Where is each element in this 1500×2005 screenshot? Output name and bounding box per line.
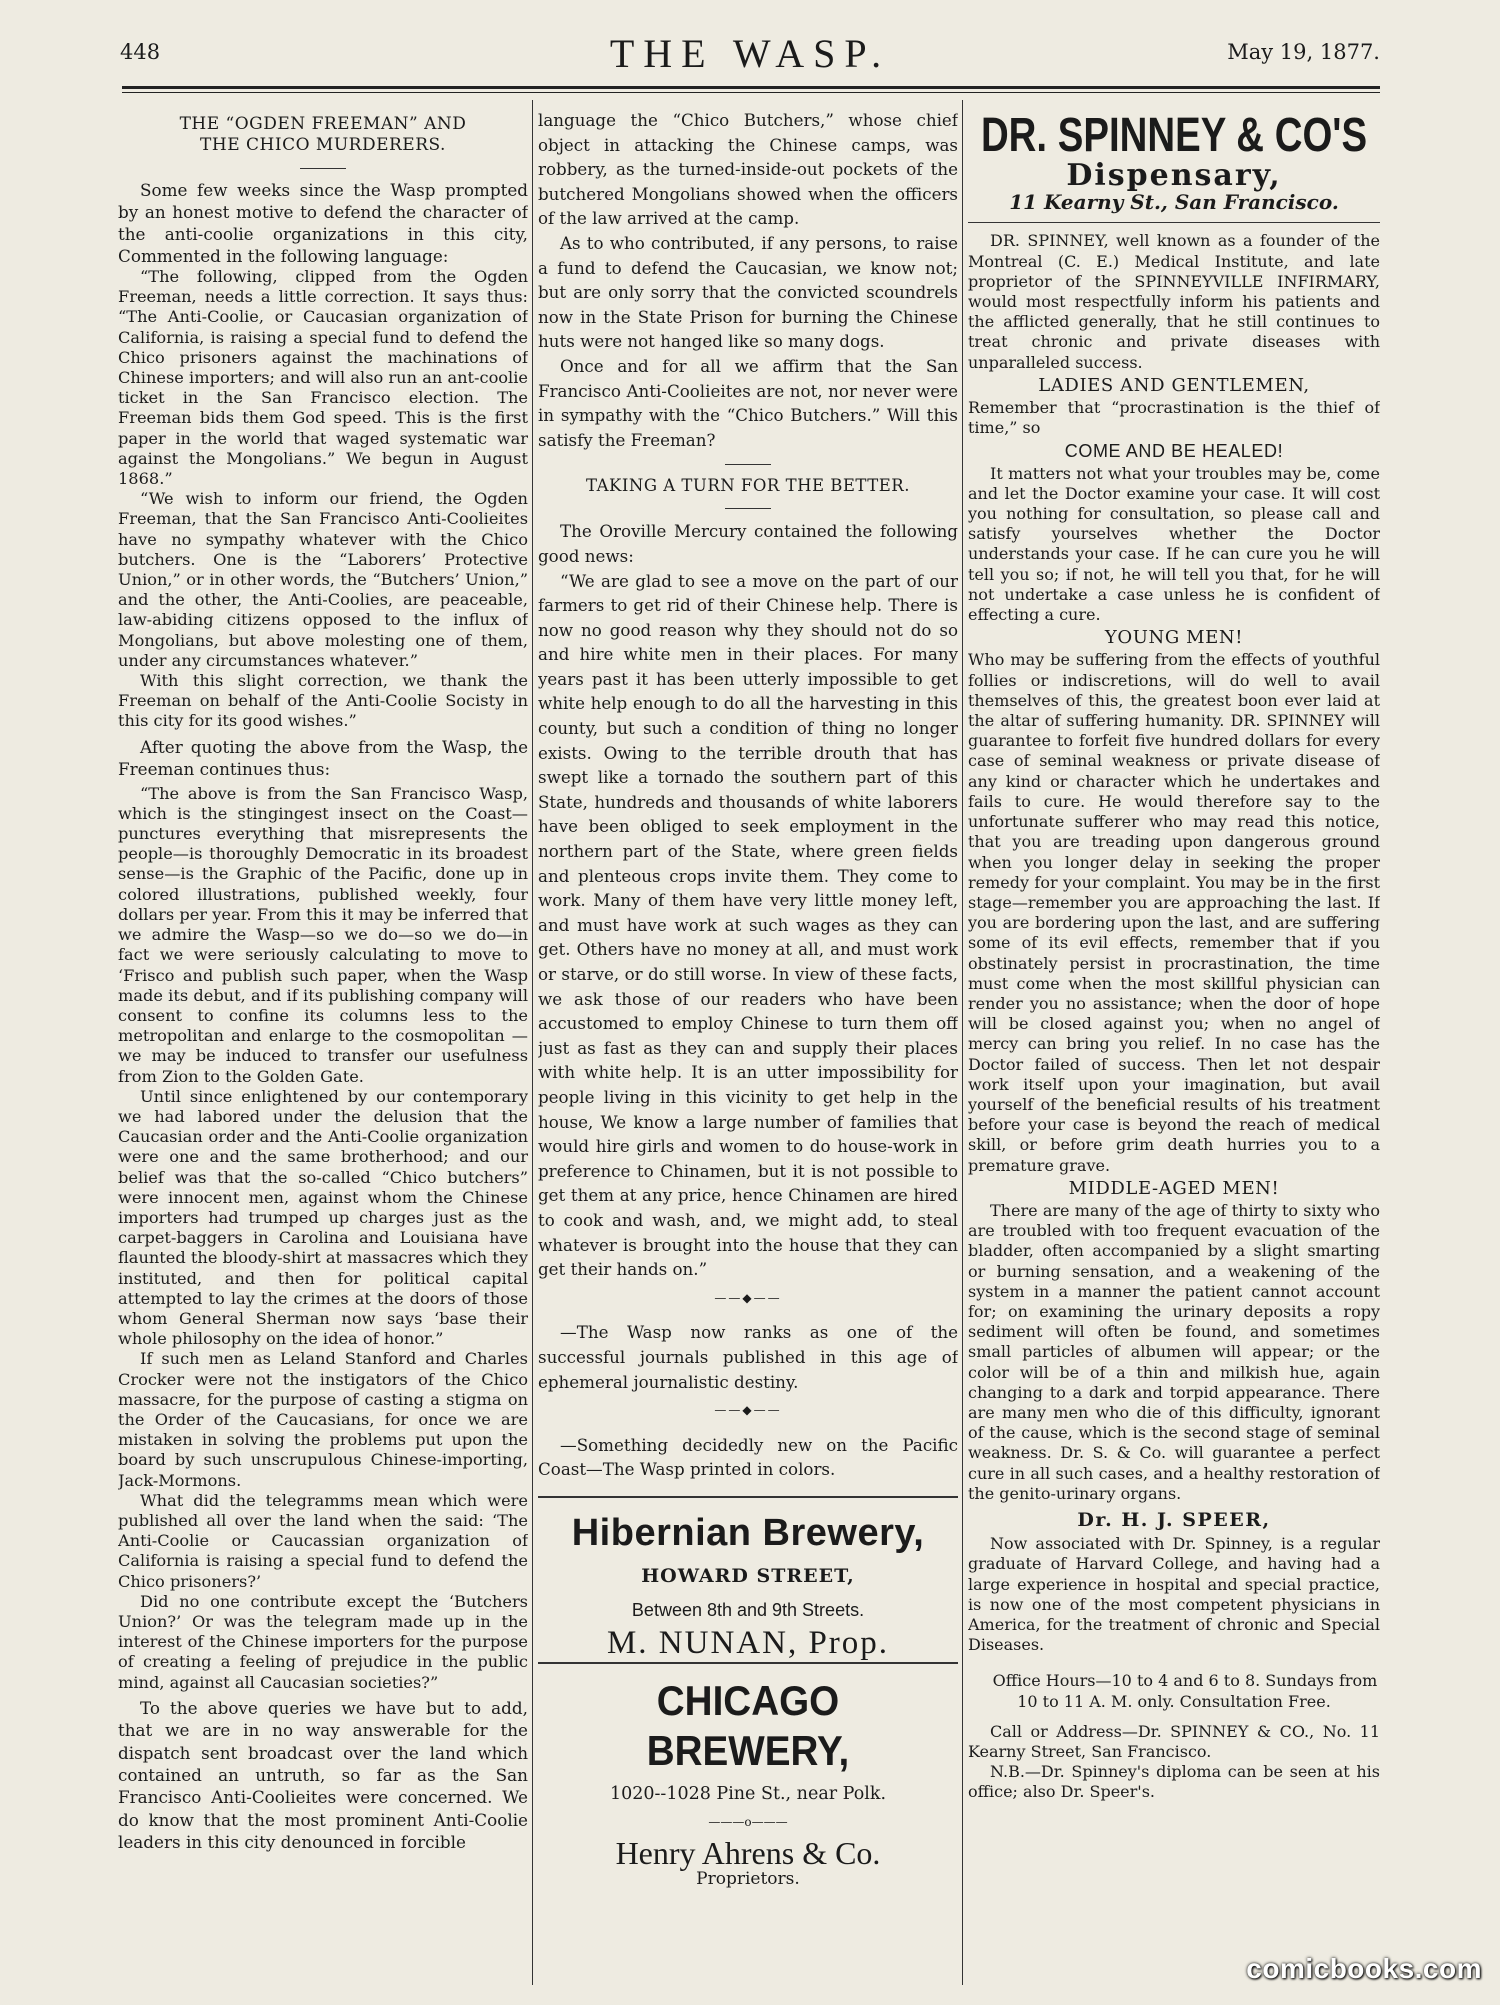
ad-title: CHICAGO BREWERY, [646,1676,850,1774]
paragraph: There are many of the age of thirty to sixty who are troubled with too frequent evacuation of the bladder, often accompanied by a slight smarting or burning sensation, and a weakening of the system in a manner the patient cannot account for; on examining the urinary deposits a ropy sediment will often be found, and sometimes small particles of albumen will appear; or the color will be of a thin and milkish hue, again changing to a dark and torpid appearance. There are many men who die of this difficulty, ignorant of the cause, which is the second stage of seminal weakness. Dr. S. & Co. will guarantee a perfect cure in all such cases, and a healthy restoration of the genito-urinary organs. [968,1200,1380,1503]
section-heading: Dr. H. J. SPEER, [1077,1509,1271,1531]
headline-line-2: THE CHICO MURDERERS. [200,135,446,155]
paragraph: Once and for all we affirm that the San Francisco Anti-Coolieites are not, nor never were in sympathy with the “Chico Butchers.” Will this satisfy the Freeman? [538,355,958,450]
ad-subtitle: Dispensary, [1066,158,1282,193]
separator-rule [300,168,346,169]
paragraph: N.B.—Dr. Spinney's diploma can be seen at his office; also Dr. Speer's. [968,1762,1380,1802]
paragraph: DR. SPINNEY, well known as a founder of the Montreal (C. E.) Medical Institute, and late proprietor of the SPINNEYVILLE INFIRMARY, would most respectfully inform his patients and the afflicted generally, that he still continues to treat chronic and private diseases with unparalleled success. [968,231,1380,372]
article-headline: TAKING A TURN FOR THE BETTER. [586,476,910,496]
ad-title: Hibernian Brewery, [571,1511,925,1554]
section-heading: YOUNG MEN! [1104,627,1244,649]
column-divider-1 [532,100,533,1985]
section-heading: MIDDLE-AGED MEN! [1068,1177,1280,1199]
section-heading: COME AND BE HEALED! [1064,441,1284,462]
paragraph: “We are glad to see a move on the part of our farmers to get rid of their Chinese help. There is now no good reason why they should not do so and hire white men in their places. For many years past it has been utterly impossible to get white help enough to do all the harvesting in this county, but such a condition of thing no longer exists. Owing to the terrible drouth that has swept like a tornado the southern part of this State, hundreds and thousands of white laborers have been obliged to seek employment in the northern part of the State, where green fields and plenteous crops invite them. They come to work. Many of them have very little money left, and must have work at such wages as they can get. Others have no money at all, and must work or starve, or do still worse. In view of these facts, we ask those of our readers who have been accustomed to employ Chinese to turn them off just as fast as they can and supply their places with white help. It is an utter impossibility for people living in this vicinity to get help in the house, We know a large number of families that would hire girls and women to do house-work in preference to Chinamen, but it is not possible to get them at any price, hence Chinamen are hired to cook and wash, and, we might add, to steal whatever is brought into the house that they can get their hands on.” [538,570,958,1280]
ad-separator-mark: o [744,1815,752,1830]
hibernian-brewery-ad [538,1496,958,1662]
paragraph: Did no one contribute except the ‘Butchers Union?’ Or was the telegram made up in the interest of the Chinese importers for the purpose of creating a feeling of prejudice in the public mind, against all Caucasian societies?” [118,1591,528,1692]
column-1 [118,108,528,1978]
paragraph: Some few weeks since the Wasp prompted by an honest motive to defend the character of the anti-coolie organizations in this city, Commented in the following language: [118,180,528,266]
paragraph: The Oroville Mercury contained the following good news: [538,521,958,566]
column-3 [968,108,1380,1978]
ad-street: HOWARD STREET, [641,1564,855,1587]
paragraph: Remember that “procrastination is the thief of time,” so [968,398,1380,438]
paragraph: Until since enlightened by our contemporary we had labored under the delusion that the Caucasian order and the Anti-Coolie organization were one and the same brotherhood; and our belief was that the so-called “Chico butchers” were innocent men, against whom the Chinese importers had trumped up charges just as the carpet-baggers in Carolina and Louisiana have flaunted the bloody-shirt at massacres which they instituted, and then for political capital attempted to lay the crimes at the doors of those whom General Sherman now says ‘base their whole philosophy on the idea of honor.” [118,1086,528,1349]
headline-line-1: THE “OGDEN FREEMAN” AND [179,114,467,134]
column-divider-2 [962,100,963,1985]
paragraph: If such men as Leland Stanford and Charles Crocker were not the instigators of the Chico massacre, for the purpose of casting a stigma on the Order of the Caucasians, for once we are mistaken in solving the problems put upon the board by such unscrupulous Chinese-importing, Jack-Mormons. [118,1349,528,1490]
page-number: 448 [120,40,161,64]
ornament-rule: ——◆—— [714,1290,782,1305]
paragraph: After quoting the above from the Wasp, the Freeman continues thus: [118,736,528,779]
separator-rule [725,464,771,465]
spacer [968,1655,1380,1671]
paragraph: “The above is from the San Francisco Wasp, which is the stingingest insect on the Coast—punctures everything that misrepresents the people—is thoroughly Democratic in its broadest sense—is the Graphic of the Pacific, done up in colored illustrations, published weekly, four dollars per year. From this it may be inferred that we admire the Wasp—so we do—so we do—in fact we were seriously calculating to move to ‘Frisco and publish such paper, when the Wasp made its debut, and if its publishing company will consent to confine its columns less to the metropolitan and enlarge to the cosmopolitan —we may be induced to transfer our usefulness from Zion to the Golden Gate. [118,783,528,1086]
paragraph: It matters not what your troubles may be, come and let the Doctor examine your case. It will cost you nothing for consultation, so please call and satisfy yourselves whether the Doctor understands your case. If he can cure you he will tell you so; if not, he will tell you that, for he will not undertake a case unless he is confident of effecting a cure. [968,463,1380,625]
paragraph: Now associated with Dr. Spinney, is a regular graduate of Harvard College, and having had a large experience in hospital and special practice, is now one of the most competent physicians in America, for the treatment of chronic and Special Diseases. [968,1534,1380,1655]
chicago-brewery-ad [538,1662,958,1892]
masthead [120,30,1380,80]
paragraph: As to who contributed, if any persons, to raise a fund to defend the Caucasian, we know not; but are only sorry that the convicted scoundrels now in the State Prison for burning the Chinese huts were not hanged like so many dogs. [538,232,958,352]
watermark: comicbooks.com [1246,1953,1482,1984]
ad-proprietor: M. NUNAN, Prop. [606,1625,890,1662]
ad-between: Between 8th and 9th Streets. [631,1600,865,1621]
separator-rule [968,222,1380,223]
paragraph: Office Hours—10 to 4 and 6 to 8. Sundays from 10 to 11 A. M. only. Consultation Free. [992,1671,1378,1711]
paragraph: To the above queries we have but to add, that we are in no way answerable for the dispatch sent broadcast over the land which contained an untruth, so far as the San Francisco Anti-Coolieites were concerned. We do know that the most prominent Anti-Coolie leaders in this city denounced in forcible [118,1697,528,1853]
separator-rule [725,508,771,509]
top-rule [122,86,1380,89]
paragraph: What did the telegramms mean which were published all over the land when the said: ‘The Anti-Coolie or Caucassian organization of California is raising a special fund to defend the Chico prisoners?’ [118,1490,528,1591]
paragraph: “We wish to inform our friend, the Ogden Freeman, that the San Francisco Anti-Coolieites have no sympathy whatever with the Chico butchers. One is the “Laborers’ Protective Union,” or in other words, the “Butchers’ Union,” and the other, the Anti-Coolies, are peaceable, law-abiding citizens opposed to the influx of Mongolians, but above molesting one of them, under any circumstances whatever.” [118,489,528,670]
ornament-rule: ——◆—— [714,1403,782,1418]
issue-date: May 19, 1877. [1227,40,1380,64]
ad-address: 11 Kearny St., San Francisco. [1009,190,1339,215]
ad-address: 1020--1028 Pine St., near Polk. [609,1783,887,1804]
ad-proprietors: Proprietors. [696,1869,800,1890]
column-2 [538,108,958,1978]
paragraph: Call or Address—Dr. SPINNEY & CO., No. 11 Kearny Street, San Francisco. [968,1721,1380,1762]
section-heading: LADIES AND GENTLEMEN, [1038,374,1310,396]
top-rule-thin [122,92,1380,93]
ad-owner: Henry Ahrens & Co. [615,1834,881,1871]
newspaper-title: THE WASP. [609,31,891,76]
paragraph: Who may be suffering from the effects of youthful follies or indiscretions, will do well to avail themselves of this, the greatest boon ever laid at the altar of suffering humanity. DR. SPINNEY will guarantee to forfeit five hundred dollars for every case of seminal weakness or private disease of any kind or character which he undertakes and fails to cure. He would therefore say to the unfortunate sufferer who may read this notice, that you are treading upon dangerous ground when you longer delay in seeking the proper remedy for your complaint. You may be in the first stage—remember you are approaching the last. If you are bordering upon the last, and are suffering some of its evil effects, remember that if you obstinately persist in procrastination, the time must come when the most skillful physician can render you no assistance; when the door of hope will be closed against you; when no angel of mercy can bring you relief. In no case has the Doctor failed of success. Then let not despair work itself upon your imagination, but avail yourself of the beneficial results of his treatment before your case is beyond the reach of medical skill, or before grim death hurries you to a premature grave. [968,650,1380,1175]
ad-separator: ———o——— [708,1815,788,1830]
article-headline [118,114,528,156]
paragraph: —The Wasp now ranks as one of the successful journals published in this age of ephemeral journalistic destiny. [538,1322,958,1392]
paragraph: With this slight correction, we thank the Freeman on behalf of the Anti-Coolie Socisty in this city for its good wishes.” [118,671,528,731]
ad-title: DR. SPINNEY & CO'S [980,109,1368,162]
paragraph: “The following, clipped from the Ogden Freeman, needs a little correction. It says thus: “The Anti-Coolie, or Caucasian organization of California, is raising a special fund to defend the Chico prisoners against the machinations of Chinese importers; and will also run an ant-coolie ticket in the San Francisco election. The Freeman bids them God speed. This is the first paper in the world that waged systematic war against the Mongolians.” We begun in August 1868.” [118,267,528,489]
paragraph: language the “Chico Butchers,” whose chief object in attacking the Chinese camps, was robbery, as the turned-inside-out pockets of the butchered Mongolians showed when the officers of the law arrived at the camp. [538,110,958,229]
paragraph: —Something decidedly new on the Pacific Coast—The Wasp printed in colors. [538,1434,958,1480]
